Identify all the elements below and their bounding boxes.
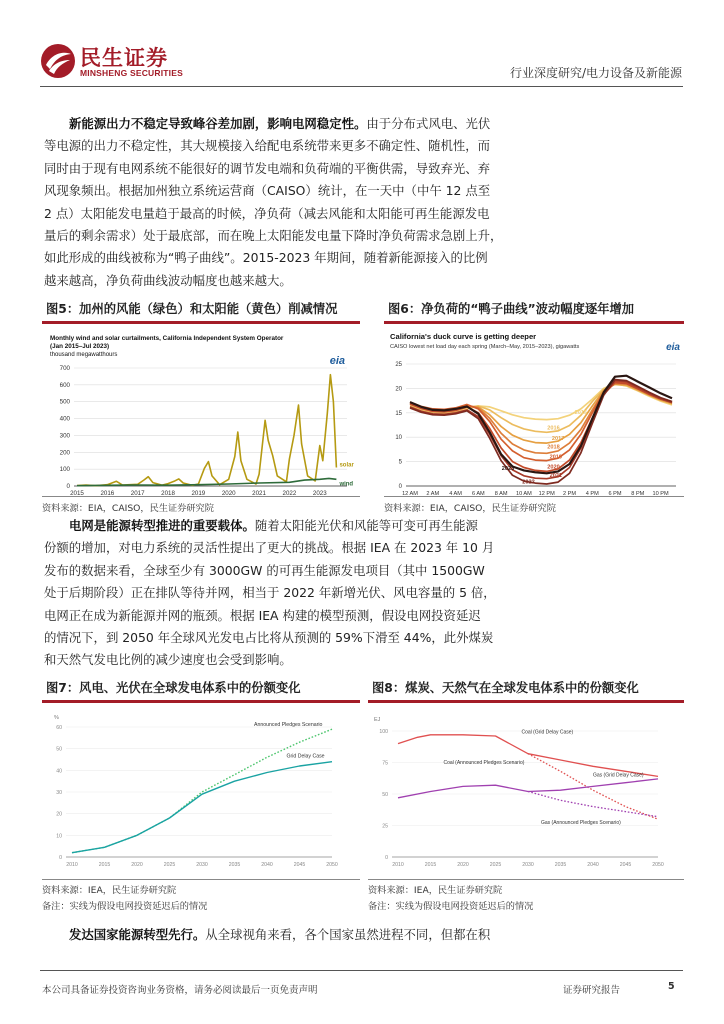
- x-tick-label: 2023: [312, 490, 327, 496]
- x-tick-label: 2010: [66, 862, 78, 868]
- x-tick-label: 2022: [282, 490, 297, 496]
- x-tick-label: 2015: [98, 862, 111, 868]
- y-tick-label: 20: [395, 386, 402, 393]
- y-tick-label: 100: [59, 466, 70, 474]
- paragraph-text: 由于分布式风电、光伏: [366, 116, 491, 131]
- x-tick-label: 2016: [100, 490, 115, 496]
- figure-source: 资料来源：EIA，CAISO，民生证券研究院: [42, 503, 214, 514]
- figure-source-divider: [42, 879, 360, 880]
- figure-source-divider: [384, 496, 684, 497]
- logo-chinese-name: 民生证券: [80, 46, 168, 70]
- figure-5: [42, 299, 360, 514]
- series-label: Grid Delay Case: [286, 753, 325, 760]
- paragraph-line: 风现象频出。根据加州独立系统运营商（CAISO）统计，在一天中（中午 12 点至: [44, 183, 491, 199]
- series-label: Gas (Announced Pledges Scenario): [541, 820, 621, 827]
- x-tick-label: 2018: [161, 490, 175, 496]
- footer-divider: [40, 970, 683, 971]
- y-tick-label: 75: [382, 760, 388, 767]
- report-category: 行业深度研究/电力设备及新能源: [509, 66, 682, 80]
- x-tick-label: 2050: [652, 862, 664, 868]
- series-label-2015: 2015: [574, 409, 588, 416]
- y-tick-label: 0: [385, 855, 388, 861]
- x-tick-label: 2035: [554, 862, 567, 868]
- x-tick-label: 2030: [522, 862, 534, 868]
- x-tick-label: 8 PM: [631, 491, 645, 496]
- y-tick-label: 0: [59, 855, 62, 861]
- x-tick-label: 2020: [457, 862, 469, 868]
- wind-solar-share-chart: [42, 705, 360, 879]
- y-tick-label: 15: [395, 410, 402, 417]
- paragraph-line: 2 点）太阳能发电量趋于最高的时候，净负荷（减去风能和太阳能可再生能源发电: [44, 205, 490, 221]
- y-axis-unit: EJ: [374, 717, 381, 723]
- chart-title-line: (Jan 2015–Jul 2023): [50, 343, 110, 350]
- x-tick-label: 2040: [261, 862, 273, 868]
- y-tick-label: 10: [56, 833, 62, 840]
- series-label-2019: 2019: [549, 454, 563, 461]
- chart-title-line: Monthly wind and solar curtailments, California Independent System Operator: [50, 335, 284, 342]
- paragraph-line: 电网正在成为新能源并网的瓶颈。根据 IEA 构建的模型预测，假设电网投资延迟: [44, 607, 481, 623]
- figure-note: 备注：实线为假设电网投资延迟后的情况: [42, 901, 208, 912]
- series-label-2018: 2018: [547, 444, 560, 451]
- x-tick-label: 12 AM: [402, 491, 418, 496]
- paragraph-line: 处于后期阶段）正在排队等待并网，相当于 2022 年新增光伏、风电容量的 5 倍，: [44, 585, 496, 601]
- paragraph-text: 随着太阳能光伏和风能等可变可再生能源: [254, 518, 478, 533]
- y-tick-label: 0: [398, 484, 402, 490]
- footer-disclaimer: 本公司具备证券投资咨询业务资格，请务必阅读最后一页免责声明: [42, 985, 318, 996]
- y-tick-label: 50: [56, 746, 62, 753]
- y-tick-label: 100: [379, 729, 388, 735]
- figure-title-bar: [368, 700, 684, 703]
- paragraph-lead: 发达国家能源转型先行。: [69, 927, 206, 942]
- paragraph-line: 量后的剩余需求）处于最底部，而在晚上太阳能发电量下降时净负荷需求急剧上升，: [44, 228, 503, 244]
- series-label-2017: 2017: [551, 436, 565, 443]
- y-tick-label: 60: [56, 725, 62, 731]
- y-tick-label: 600: [59, 381, 70, 389]
- y-axis-label: thousand megawatthours: [50, 352, 118, 358]
- figure-title: 图5：加州的风能（绿色）和太阳能（黄色）削减情况: [46, 302, 338, 316]
- paragraph-text: 从全球视角来看，各个国家虽然进程不同，但都在积: [205, 927, 491, 942]
- x-tick-label: 2045: [293, 862, 306, 868]
- figure-title: 图7：风电、光伏在全球发电体系中的份额变化: [46, 681, 301, 695]
- figure-title: 图8：煤炭、天然气在全球发电体系中的份额变化: [372, 681, 639, 695]
- x-tick-label: 2040: [587, 862, 599, 868]
- paragraph-line: 的情况下，到 2050 年全球风光发电占比将从预测的 59%下滑至 44%，此外煤炭: [44, 630, 494, 646]
- header-divider: [40, 86, 683, 87]
- paragraph-grid-carrier: [44, 515, 684, 672]
- x-tick-label: 2010: [392, 862, 404, 868]
- x-tick-label: 2035: [228, 862, 241, 868]
- series-label-2021: 2021: [549, 473, 563, 480]
- x-tick-label: 2015: [70, 490, 84, 496]
- paragraph-line: 份额的增加，对电力系统的灵活性提出了更大的挑战。根据 IEA 在 2023 年 10 月: [44, 540, 495, 556]
- y-tick-label: 20: [56, 811, 62, 818]
- eia-logo: eia: [666, 342, 680, 353]
- x-tick-label: 2 PM: [562, 491, 577, 496]
- y-tick-label: 200: [59, 449, 70, 457]
- paragraph-developed-countries: [69, 924, 684, 946]
- y-tick-label: 5: [398, 459, 402, 466]
- paragraph-line: 和天然气发电比例的减少速度也会受到影响。: [44, 652, 292, 668]
- series-label-2020: 2020: [547, 464, 560, 471]
- figure-note: 备注：实线为假设电网投资延迟后的情况: [368, 901, 534, 912]
- x-tick-label: 2021: [252, 490, 266, 496]
- series-label: Coal (Announced Pledges Scenario): [443, 759, 525, 766]
- x-tick-label: 4 AM: [449, 491, 462, 496]
- y-tick-label: 40: [56, 768, 62, 775]
- paragraph-lead: 电网是能源转型推进的重要载体。: [69, 518, 255, 533]
- header: [0, 0, 724, 90]
- x-tick-label: 2045: [619, 862, 632, 868]
- footer-report-type: 证券研究报告: [563, 985, 621, 996]
- x-tick-label: 2017: [130, 490, 145, 496]
- paragraph-line: 如此形成的曲线被称为“鸭子曲线”。2015-2023 年期间，随着新能源接入的比例: [44, 250, 488, 266]
- figure-source: 资料来源：IEA，民生证券研究院: [42, 885, 177, 896]
- figure-title: 图6：净负荷的“鸭子曲线”波动幅度逐年增加: [388, 302, 635, 316]
- coal-gas-share-chart: [368, 705, 684, 879]
- y-tick-label: 500: [59, 398, 70, 406]
- chart-subtitle: CAISO lowest net load day each spring (March–May, 2015–2023), gigawatts: [390, 344, 580, 350]
- y-tick-label: 300: [59, 432, 70, 440]
- eia-logo: eia: [329, 355, 345, 367]
- x-tick-label: 2020: [131, 862, 143, 868]
- x-tick-label: 10 AM: [515, 491, 532, 496]
- figure-title-bar: [42, 700, 360, 703]
- paragraph-lead: 新能源出力不稳定导致峰谷差加剧，影响电网稳定性。: [69, 116, 367, 131]
- paragraph-line: 同时由于现有电网系统不能很好的调节发电端和负荷端的平衡供需，导致弃光、弃: [44, 160, 491, 176]
- duck-curve-chart: [384, 326, 684, 496]
- x-tick-label: 2019: [191, 490, 206, 496]
- paragraph-line: 发布的数据来看，全球至少有 3000GW 的可再生能源发电项目（其中 1500GW: [44, 562, 485, 578]
- chart-title: California's duck curve is getting deeper: [390, 332, 537, 341]
- series-label-2022: 2022: [522, 479, 535, 486]
- figure-7: [42, 678, 360, 912]
- y-tick-label: 25: [382, 823, 388, 830]
- series-label-2016: 2016: [547, 425, 560, 432]
- y-tick-label: 30: [56, 790, 62, 796]
- x-tick-label: 12 PM: [538, 491, 555, 496]
- figure-source: 资料来源：EIA，CAISO，民生证券研究院: [384, 503, 556, 514]
- y-tick-label: 0: [66, 483, 70, 490]
- series-label-2023: 2023: [501, 465, 515, 472]
- figure-source: 资料来源：IEA，民生证券研究院: [368, 885, 503, 896]
- series-label-wind: wind: [339, 481, 354, 488]
- figure-source-divider: [42, 496, 360, 497]
- y-axis-unit: %: [54, 715, 59, 721]
- series-label-solar: solar: [339, 462, 354, 469]
- y-tick-label: 25: [395, 362, 402, 368]
- y-tick-label: 10: [395, 435, 402, 442]
- x-tick-label: 2 AM: [426, 491, 440, 496]
- figure-source-divider: [368, 879, 684, 880]
- paragraph-line: 等电源的出力不稳定性，其大规模接入给配电系统带来更多不确定性、随机性，而: [44, 138, 491, 154]
- x-tick-label: 10 PM: [652, 491, 669, 496]
- y-tick-label: 50: [382, 792, 388, 798]
- paragraph-grid-stability: [44, 113, 684, 292]
- x-tick-label: 6 AM: [471, 491, 485, 496]
- x-tick-label: 8 AM: [494, 491, 508, 496]
- x-tick-label: 6 PM: [608, 491, 622, 496]
- logo-english-name: MINSHENG SECURITIES: [80, 68, 183, 78]
- figure-6: [384, 299, 684, 514]
- y-tick-label: 400: [59, 415, 70, 423]
- page-number: 5: [668, 981, 675, 992]
- curtailment-chart: [42, 326, 360, 496]
- series-label: Coal (Grid Delay Case): [521, 729, 574, 736]
- x-tick-label: 4 PM: [585, 491, 599, 496]
- x-tick-label: 2020: [221, 490, 236, 496]
- x-tick-label: 2015: [424, 862, 437, 868]
- minsheng-logo-icon: [40, 43, 76, 79]
- y-tick-label: 700: [59, 365, 70, 372]
- figure-8: [368, 678, 684, 912]
- x-tick-label: 2050: [326, 862, 338, 868]
- x-tick-label: 2025: [489, 862, 502, 868]
- paragraph-line: 越来越高，净负荷曲线波动幅度也越来越大。: [44, 272, 292, 288]
- x-tick-label: 2025: [163, 862, 176, 868]
- series-label: Announced Pledges Scenario: [254, 721, 323, 728]
- series-label: Gas (Grid Delay Case): [593, 772, 644, 779]
- x-tick-label: 2030: [196, 862, 208, 868]
- figure-title-bar: [384, 321, 684, 324]
- figure-title-bar: [42, 321, 360, 324]
